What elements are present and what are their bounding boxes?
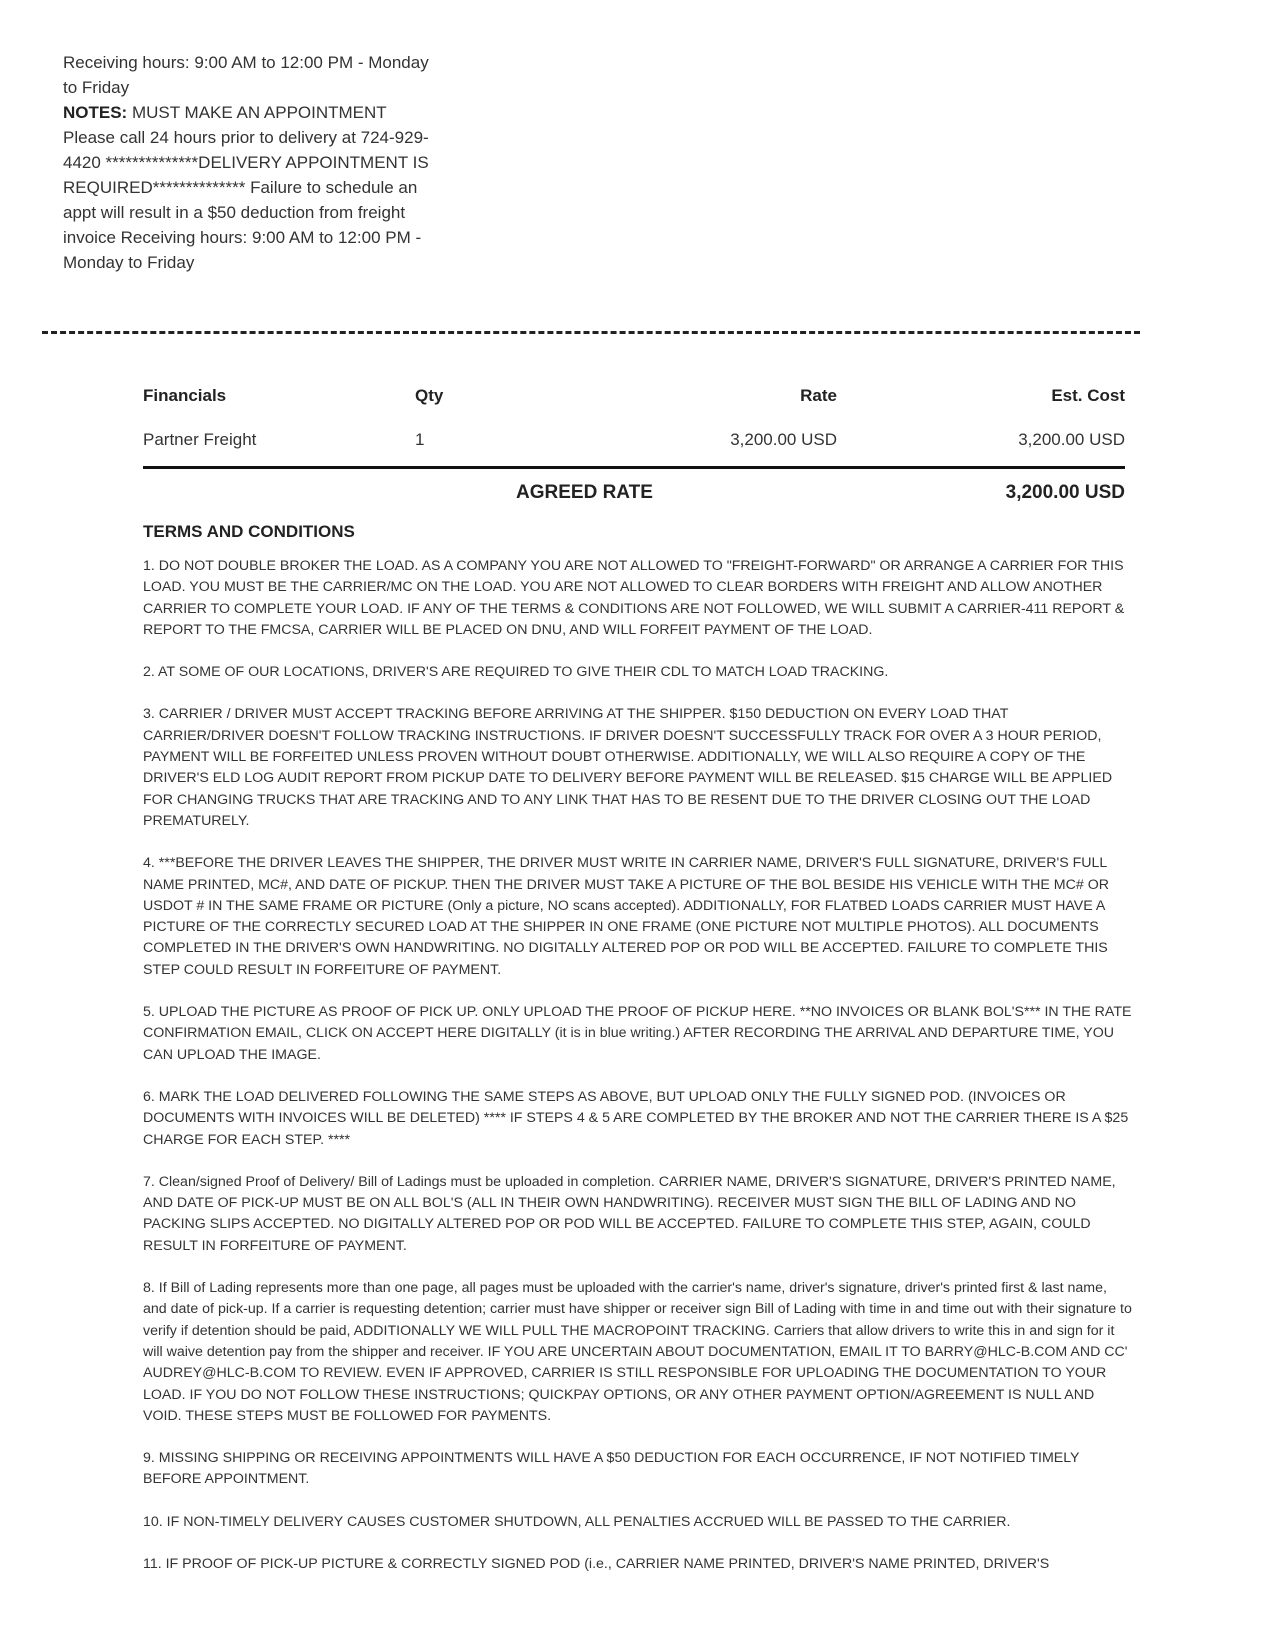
dashed-divider — [42, 331, 1140, 334]
term-item-1: 1. DO NOT DOUBLE BROKER THE LOAD. AS A COMPANY YOU ARE NOT ALLOWED TO "FREIGHT-FORWARD" OR ARRANGE A CARRIER FOR THIS LOAD. YOU MUST BE THE CARRIER/MC ON THE LOAD. YOU ARE NOT ALLOWED TO CLEAR BORDERS WITH FREIGHT AND ALLOW ANOTHER CARRIER TO COMPLETE YOUR LOAD. IF ANY OF THE TERMS & CONDITIONS ARE NOT FOLLOWED, WE WILL SUBMIT A CARRIER-411 REPORT & REPORT TO THE FMCSA, CARRIER WILL BE PLACED ON DNU, AND WILL FORFEIT PAYMENT OF THE LOAD. — [143, 558, 1125, 638]
term-item-6: 6. MARK THE LOAD DELIVERED FOLLOWING THE SAME STEPS AS ABOVE, BUT UPLOAD ONLY THE FULLY SIGNED POD. (INVOICES OR DOCUMENTS WITH INVOICES WILL BE DELETED) **** IF STEPS 4 & 5 ARE COMPLETED BY THE BROKER AND NOT THE CARRIER THERE IS A $25 CHARGE FOR EACH STEP. **** — [143, 1088, 1129, 1148]
term-item-9: 9. MISSING SHIPPING OR RECEIVING APPOINTMENTS WILL HAVE A $50 DEDUCTION FOR EACH OCCURRENCE, IF NOT NOTIFIED TIMELY BEFORE APPOINTMENT. — [143, 1450, 1080, 1488]
header-financials: Financials — [143, 386, 227, 405]
header-qty: Qty — [415, 386, 444, 405]
term-item-4: 4. ***BEFORE THE DRIVER LEAVES THE SHIPPER, THE DRIVER MUST WRITE IN CARRIER NAME, DRIVER'S FULL SIGNATURE, DRIVER'S FULL NAME PRINTED, MC#, AND DATE OF PICKUP. THEN THE DRIVER MUST TAKE A PICTURE OF THE BOL BESIDE HIS VEHICLE WITH THE MC# OR USDOT # IN THE SAME FRAME OR PICTURE (Only a picture, NO scans accepted). ADDITIONALLY, FOR FLATBED LOADS CARRIER MUST HAVE A PICTURE OF THE CORRECTLY SECURED LOAD AT THE SHIPPER IN ONE FRAME (ONE PICTURE NOT MULTIPLE PHOTOS). ALL DOCUMENTS COMPLETED IN THE DRIVER'S OWN HANDWRITING. NO DIGITALLY ALTERED POP OR POD WILL BE ACCEPTED. FAILURE TO COMPLETE THIS STEP COULD RESULT IN FORFEITURE OF PAYMENT. — [143, 855, 1109, 978]
agreed-rate-label: AGREED RATE — [516, 482, 653, 503]
row-est-cost: 3,200.00 USD — [1018, 430, 1125, 449]
financials-table — [143, 385, 1125, 473]
header-rate: Rate — [800, 386, 837, 405]
row-rate: 3,200.00 USD — [730, 430, 837, 449]
term-item-11: 11. IF PROOF OF PICK-UP PICTURE & CORRECTLY SIGNED POD (i.e., CARRIER NAME PRINTED, DRIVER'S NAME PRINTED, DRIVER'S — [143, 1555, 1050, 1572]
row-name: Partner Freight — [143, 430, 257, 449]
row-qty: 1 — [415, 430, 425, 449]
term-item-10: 10. IF NON-TIMELY DELIVERY CAUSES CUSTOMER SHUTDOWN, ALL PENALTIES ACCRUED WILL BE PASSED TO THE CARRIER. — [143, 1513, 1011, 1530]
receiving-notes-block — [63, 50, 443, 275]
terms-title: TERMS AND CONDITIONS — [143, 522, 355, 541]
terms-list — [143, 556, 1133, 1596]
term-item-8: 8. If Bill of Lading represents more than one page, all pages must be uploaded with the carrier's name, driver's signature, driver's printed first & last name, and date of pick-up. If a carrier is requesting detention; carrier must have shipper or receiver sign Bill of Lading with time in and time out with their signature to verify if detention should be paid, ADDITIONALLY WE WILL PULL THE MACROPOINT TRACKING. Carriers that allow drivers to write this in and sign for it will waive detention pay from the shipper and receiver. IF YOU ARE UNCERTAIN ABOUT DOCUMENTATION, EMAIL IT TO BARRY@HLC-B.COM AND CC' AUDREY@HLC-B.COM TO REVIEW. EVEN IF APPROVED, CARRIER IS STILL RESPONSIBLE FOR UPLOADING THE DOCUMENTATION TO YOUR LOAD. IF YOU DO NOT FOLLOW THESE INSTRUCTIONS; QUICKPAY OPTIONS, OR ANY OTHER PAYMENT OPTION/AGREEMENT IS NULL AND VOID. THESE STEPS MUST BE FOLLOWED FOR PAYMENTS. — [143, 1280, 1132, 1424]
term-item-2: 2. AT SOME OF OUR LOCATIONS, DRIVER'S ARE REQUIRED TO GIVE THEIR CDL TO MATCH LOAD TRACKING. — [143, 664, 889, 681]
receiving-hours-text: Receiving hours: 9:00 AM to 12:00 PM - Monday to Friday — [63, 53, 429, 97]
term-item-7: 7. Clean/signed Proof of Delivery/ Bill of Ladings must be uploaded in completion. CARRIER NAME, DRIVER'S SIGNATURE, DRIVER'S PRINTED NAME, AND DATE OF PICK-UP MUST BE ON ALL BOL'S (ALL IN THEIR OWN HANDWRITING). RECEIVER MUST SIGN THE BILL OF LADING AND NO PACKING SLIPS ACCEPTED. NO DIGITALLY ALTERED POP OR POD WILL BE ACCEPTED. FAILURE TO COMPLETE THIS STEP, AGAIN, COULD RESULT IN FORFEITURE OF PAYMENT. — [143, 1173, 1116, 1254]
total-rule — [143, 466, 1125, 469]
financials-header-row — [143, 385, 1125, 429]
term-item-3: 3. CARRIER / DRIVER MUST ACCEPT TRACKING BEFORE ARRIVING AT THE SHIPPER. $150 DEDUCTION ON EVERY LOAD THAT CARRIER/DRIVER DOESN'T FOLLOW TRACKING INSTRUCTIONS. IF DRIVER DOESN'T SUCCESSFULLY TRACK FOR OVER A 3 HOUR PERIOD, PAYMENT WILL BE FORFEITED UNLESS PROVEN WITHOUT DOUBT OTHERWISE. ADDITIONALLY, WE WILL ALSO REQUIRE A COPY OF THE DRIVER'S ELD LOG AUDIT REPORT FROM PICKUP DATE TO DELIVERY BEFORE PAYMENT WILL BE RELEASED. $15 CHARGE WILL BE APPLIED FOR CHANGING TRUCKS THAT ARE TRACKING AND TO ANY LINK THAT HAS TO BE RESENT DUE TO THE DRIVER CLOSING OUT THE LOAD PREMATURELY. — [143, 706, 1113, 829]
agreed-rate-value: 3,200.00 USD — [1005, 482, 1125, 503]
header-est-cost: Est. Cost — [1051, 386, 1125, 405]
notes-text: MUST MAKE AN APPOINTMENT Please call 24 hours prior to delivery at 724-929-4420 **************DELIVERY APPOINTMENT IS REQUIRED************** Failure to schedule an appt will result in a $50 deduction from freight invoice Receiving hours: 9:00 AM to 12:00 PM - Monday to Friday — [63, 103, 429, 272]
term-item-5: 5. UPLOAD THE PICTURE AS PROOF OF PICK UP. ONLY UPLOAD THE PROOF OF PICKUP HERE. **NO INVOICES OR BLANK BOL'S*** IN THE RATE CONFIRMATION EMAIL, CLICK ON ACCEPT HERE DIGITALLY (it is in blue writing.) AFTER RECORDING THE ARRIVAL AND DEPARTURE TIME, YOU CAN UPLOAD THE IMAGE. — [143, 1004, 1132, 1063]
notes-label: NOTES: — [63, 103, 128, 122]
